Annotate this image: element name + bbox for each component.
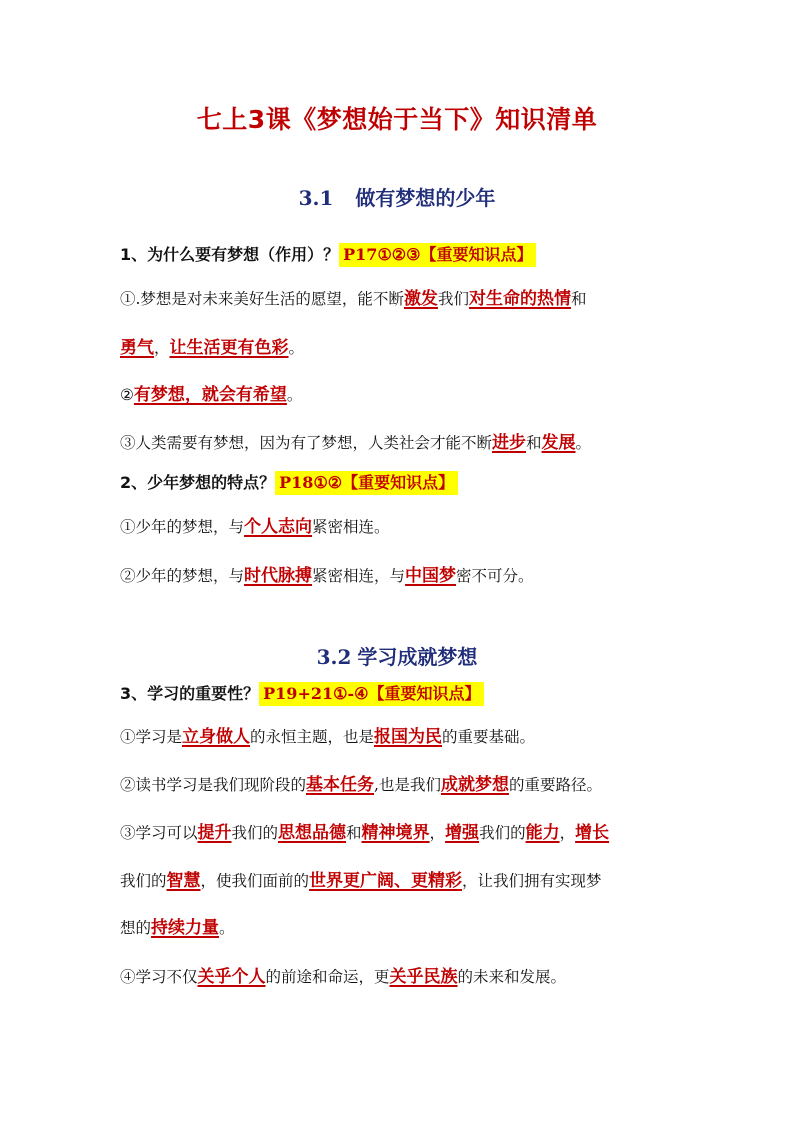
answer-line: [120, 962, 566, 987]
key-term: 成就梦想: [440, 775, 509, 795]
key-term: 关乎民族: [389, 967, 458, 987]
key-term: 发展: [541, 433, 576, 453]
body-text: ，让我们拥有实现梦: [462, 872, 602, 890]
key-term: 关乎个人: [197, 967, 266, 987]
body-text: 和: [346, 824, 362, 842]
body-text: 紧密相连，与: [312, 567, 406, 585]
question-text: 2、少年梦想的特点？: [120, 473, 276, 492]
body-text: 。: [288, 339, 305, 357]
key-term: 智慧: [166, 871, 201, 891]
body-text: ,也是我们: [374, 776, 441, 794]
body-text: 。: [286, 386, 303, 404]
body-text: 想的: [120, 919, 152, 937]
question-text: 1、为什么要有梦想（作用）？: [120, 245, 340, 264]
answer-line: [120, 722, 535, 747]
body-text: ，: [429, 824, 446, 842]
key-term: 增长: [575, 823, 610, 843]
body-text: ③人类需要有梦想，因为有了梦想，人类社会才能不断: [120, 434, 493, 452]
key-term: 激发: [403, 289, 438, 309]
body-text: 的重要路径。: [508, 776, 602, 794]
question-1: [120, 242, 536, 265]
key-term: 有梦想，就会有希望: [133, 385, 287, 405]
body-text: ②读书学习是我们现阶段的: [120, 776, 307, 794]
answer-line: [120, 866, 602, 891]
body-text: ②少年的梦想，与: [120, 567, 245, 585]
body-text: ，: [559, 824, 576, 842]
body-text: 。: [219, 919, 235, 937]
question-tag: P19+21①-④【重要知识点】: [259, 682, 484, 706]
answer-line: [120, 818, 609, 843]
answer-line: [120, 913, 235, 938]
body-text: ③学习可以: [120, 824, 198, 842]
question-text: 3、学习的重要性？: [120, 684, 260, 703]
key-term: 世界更广阔、更精彩: [309, 871, 463, 891]
body-text: 紧密相连。: [312, 518, 390, 536]
body-text: 密不可分。: [456, 567, 534, 585]
body-text: 的前途和命运，更: [265, 968, 390, 986]
question-tag: P17①②③【重要知识点】: [339, 243, 536, 267]
answer-line: [120, 561, 534, 586]
answer-line: [120, 380, 302, 405]
key-term: 能力: [525, 823, 560, 843]
body-text: 和: [570, 290, 587, 308]
key-term: 精神境界: [361, 823, 430, 843]
body-text: 我们的: [120, 872, 167, 890]
answer-line: [120, 284, 586, 309]
body-text: ，使我们面前的: [200, 872, 310, 890]
key-term: 提升: [197, 823, 232, 843]
section-number: 3.2: [316, 645, 352, 669]
answer-line: [120, 333, 304, 358]
body-text: 的永恒主题，也是: [250, 728, 375, 746]
body-text: 的重要基础。: [442, 728, 536, 746]
body-text: ②: [120, 386, 134, 404]
key-term: 增强: [445, 823, 480, 843]
key-term: 中国梦: [405, 566, 457, 586]
section-heading-3-1: [0, 182, 794, 211]
key-term: 持续力量: [151, 918, 220, 938]
body-text: 的未来和发展。: [457, 968, 567, 986]
body-text: ①学习是: [120, 728, 183, 746]
body-text: 。: [575, 434, 592, 452]
question-tag: P18①②【重要知识点】: [275, 471, 458, 495]
body-text: 我们的: [479, 824, 526, 842]
question-2: [120, 470, 458, 493]
body-text: 我们的: [231, 824, 279, 842]
key-term: 勇气: [120, 338, 154, 358]
document-title: 七上3课《梦想始于当下》知识清单: [196, 105, 598, 134]
key-term: 时代脉搏: [244, 566, 313, 586]
question-3: [120, 681, 484, 704]
key-term: 立身做人: [182, 727, 251, 747]
key-term: 基本任务: [306, 775, 375, 795]
body-text: ，: [154, 339, 170, 357]
key-term: 让生活更有色彩: [169, 338, 289, 358]
answer-line: [120, 770, 602, 795]
body-text: 和: [526, 434, 542, 452]
key-term: 个人志向: [244, 517, 313, 537]
answer-line: [120, 512, 390, 537]
section-number: 3.1: [298, 186, 334, 210]
body-text: ①少年的梦想，与: [120, 518, 245, 536]
body-text: 我们: [437, 290, 469, 308]
section-title: 学习成就梦想: [357, 645, 478, 669]
body-text: ①.梦想是对未来美好生活的愿望，能不断: [120, 290, 404, 308]
section-title: 做有梦想的少年: [355, 186, 496, 210]
key-term: 对生命的热情: [468, 289, 571, 309]
key-term: 思想品德: [278, 823, 347, 843]
section-heading-3-2: [0, 641, 794, 670]
key-term: 进步: [492, 433, 527, 453]
answer-line: [120, 428, 591, 453]
body-text: ④学习不仅: [120, 968, 198, 986]
key-term: 报国为民: [374, 727, 443, 747]
